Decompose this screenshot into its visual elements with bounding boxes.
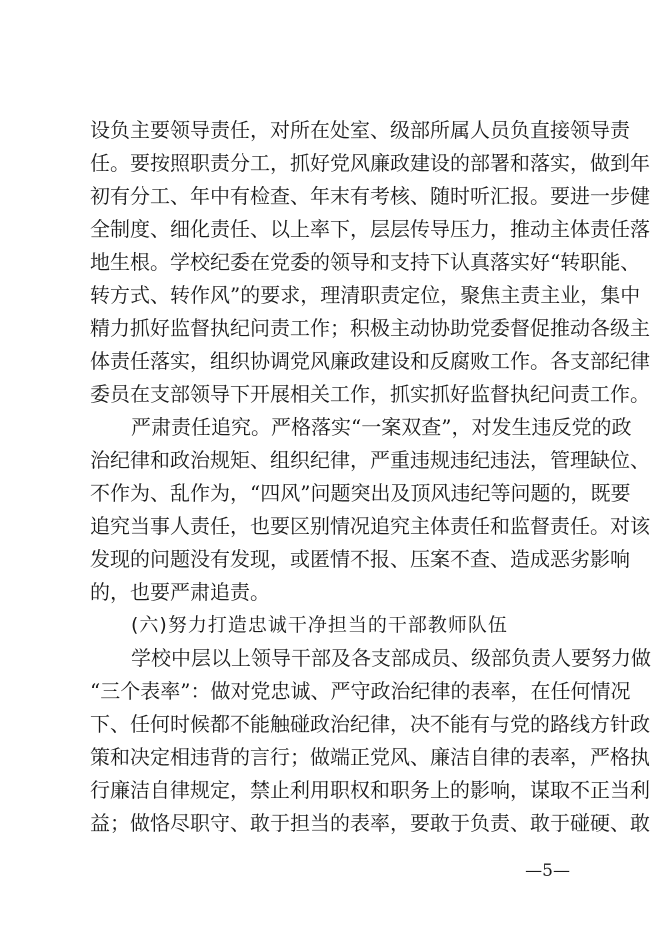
- section-heading: (六)努力打造忠诚干净担当的干部教师队伍: [131, 614, 508, 636]
- body-text-line: 策和决定相违背的言行；做端正党风、廉洁自律的表率，严格执: [90, 745, 650, 769]
- body-text-line: 追究当事人责任，也要区别情况追究主体责任和监督责任。对该: [90, 514, 650, 538]
- body-text-line: 任。要按照职责分工，抓好党风廉政建设的部署和落实，做到年: [90, 151, 650, 175]
- body-text-line: “三个表率”：做对党忠诚、严守政治纪律的表率，在任何情况: [90, 679, 631, 703]
- body-text-line: 委员在支部领导下开展相关工作，抓实抓好监督执纪问责工作。: [90, 382, 650, 406]
- body-text-line: 益；做恪尽职守、敢于担当的表率，要敢于负责、敢于碰硬、敢: [90, 811, 650, 835]
- body-text-line: 的，也要严肃追责。: [90, 580, 270, 604]
- body-text-line: 发现的问题没有发现，或匿情不报、压案不查、造成恶劣影响: [90, 547, 630, 571]
- body-text-line: 全制度、细化责任、以上率下，层层传导压力，推动主体责任落: [90, 217, 650, 241]
- body-text-line: 设负主要领导责任，对所在处室、级部所属人员负直接领导责: [90, 118, 630, 142]
- body-text-line: 不作为、乱作为，“四风”问题突出及顶风违纪等问题的，既要: [90, 481, 631, 505]
- body-text-line: 下、任何时候都不能触碰政治纪律，决不能有与党的路线方针政: [90, 712, 650, 736]
- body-text-line: 体责任落实，组织协调党风廉政建设和反腐败工作。各支部纪律: [90, 349, 650, 373]
- body-text-line: 转方式、转作风”的要求，理清职责定位，聚焦主责主业，集中: [90, 283, 641, 307]
- paragraph-start-line: 严肃责任追究。严格落实“一案双查”，对发生违反党的政: [131, 415, 632, 439]
- page-number: —5—: [525, 861, 570, 881]
- body-text-line: 初有分工、年中有检查、年末有考核、随时听汇报。要进一步健: [90, 184, 650, 208]
- body-text-line: 精力抓好监督执纪问责工作；积极主动协助党委督促推动各级主: [90, 316, 650, 340]
- body-text-line: 行廉洁自律规定，禁止利用职权和职务上的影响，谋取不正当利: [90, 778, 650, 802]
- body-text-line: 治纪律和政治规矩、组织纪律，严重违规违纪违法，管理缺位、: [90, 448, 650, 472]
- paragraph-start-line: 学校中层以上领导干部及各支部成员、级部负责人要努力做: [131, 646, 651, 670]
- body-text-line: 地生根。学校纪委在党委的领导和支持下认真落实好“转职能、: [90, 250, 641, 274]
